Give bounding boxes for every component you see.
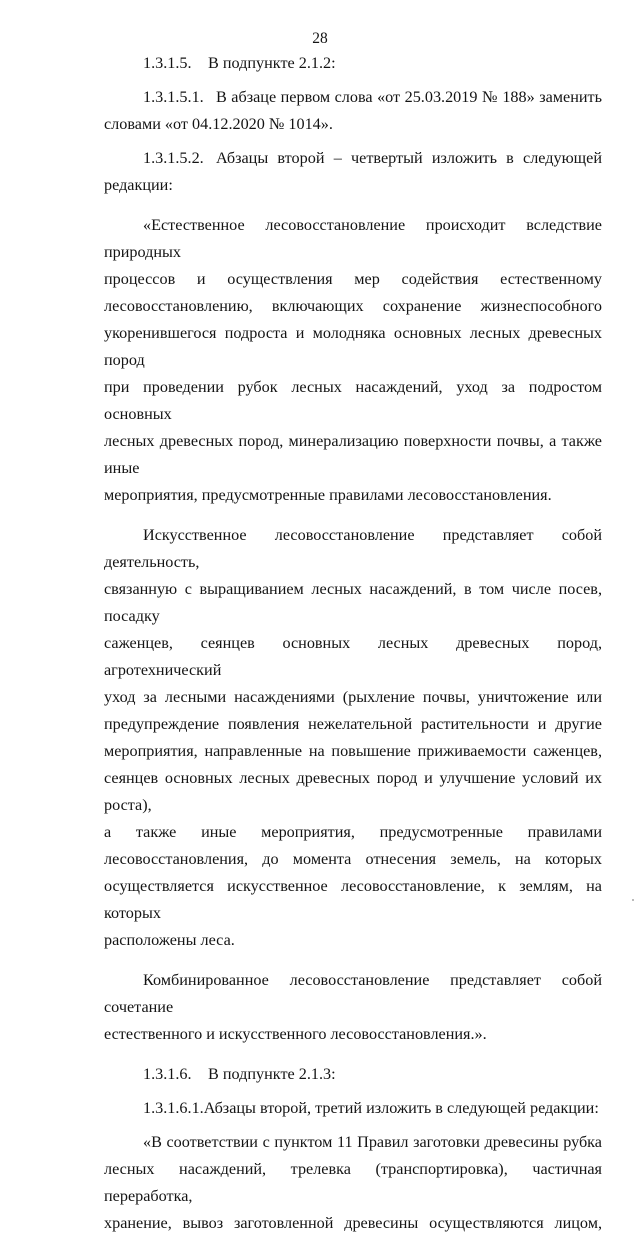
text-line: а также иные мероприятия, предусмотренные правилами xyxy=(104,823,602,841)
document-body xyxy=(104,50,602,1237)
clause-text: Абзацы второй, третий изложить в следующей редакции: xyxy=(203,1099,599,1117)
clause-number: 1.3.1.5. xyxy=(143,54,192,72)
text-line: «В соответствии с пунктом 11 Правил заготовки древесины рубка xyxy=(143,1133,602,1151)
quote-paragraph-combined xyxy=(104,967,602,1048)
clause-1-3-1-5 xyxy=(104,50,602,77)
clause-text: В подпункте 2.1.2: xyxy=(208,54,336,72)
text-line: естественного и искусственного лесовосстановления.». xyxy=(104,1025,487,1043)
text-line: мероприятия, направленные на повышение приживаемости саженцев, xyxy=(104,742,602,760)
text-line: уход за лесными насаждениями (рыхление почвы, уничтожение или xyxy=(104,688,602,706)
quote-paragraph-natural xyxy=(104,212,602,509)
clause-1-3-1-5-1 xyxy=(104,84,602,111)
text-line: лесных насаждений, трелевка (транспортировка), частичная переработка, xyxy=(104,1160,602,1205)
text-line: лесовосстановлению, включающих сохранение жизнеспособного xyxy=(104,297,602,315)
text-line: осуществляется искусственное лесовосстановление, к землям, на которых xyxy=(104,877,602,922)
text-line: при проведении рубок лесных насаждений, уход за подростом основных xyxy=(104,378,602,423)
clause-text: В подпункте 2.1.3: xyxy=(208,1065,336,1083)
clause-number: 1.3.1.5.1. xyxy=(143,88,204,106)
clause-number: 1.3.1.6. xyxy=(143,1065,192,1083)
text-line: «Естественное лесовосстановление происходит вследствие природных xyxy=(104,216,602,261)
text-line: лесовосстановления, до момента отнесения земель, на которых xyxy=(104,850,602,868)
clause-number: 1.3.1.5.2. xyxy=(143,149,204,167)
text-line: предупреждение появления нежелательной растительности и другие xyxy=(104,715,602,733)
clause-number: 1.3.1.6.1. xyxy=(143,1099,204,1117)
quote-paragraph-harvesting xyxy=(104,1129,602,1237)
clause-text: Абзацы второй – четвертый изложить в следующей xyxy=(216,149,602,167)
clause-text: В абзаце первом слова «от 25.03.2019 № 188» заменить xyxy=(216,88,602,106)
text-line: связанную с выращиванием лесных насаждений, в том числе посев, посадку xyxy=(104,580,602,625)
quote-paragraph-artificial xyxy=(104,522,602,954)
text-line: расположены леса. xyxy=(104,931,235,949)
text-line: саженцев, сеянцев основных лесных древесных пород, агротехнический xyxy=(104,634,602,679)
text-line: процессов и осуществления мер содействия естественному xyxy=(104,270,602,288)
page-number: 28 xyxy=(312,30,328,47)
text-line: Комбинированное лесовосстановление представляет собой сочетание xyxy=(104,971,602,1016)
text-line: словами «от 04.12.2020 № 1014». xyxy=(104,115,333,133)
clause-1-3-1-5-2 xyxy=(104,145,602,172)
text-line: сеянцев основных лесных древесных пород и улучшение условий их роста), xyxy=(104,769,602,814)
clause-1-3-1-6-1 xyxy=(104,1095,602,1122)
text-line: Искусственное лесовосстановление представляет собой деятельность, xyxy=(104,526,602,571)
text-line: укоренившегося подроста и молодняка основных лесных древесных пород xyxy=(104,324,602,369)
text-line: мероприятия, предусмотренные правилами лесовосстановления. xyxy=(104,486,552,504)
text-line: хранение, вывоз заготовленной древесины осуществляются лицом, xyxy=(104,1214,602,1232)
scan-speck xyxy=(632,899,634,901)
text-line: лесных древесных пород, минерализацию поверхности почвы, а также иные xyxy=(104,432,602,477)
text-line: редакции: xyxy=(104,176,173,194)
clause-1-3-1-6 xyxy=(104,1061,602,1088)
